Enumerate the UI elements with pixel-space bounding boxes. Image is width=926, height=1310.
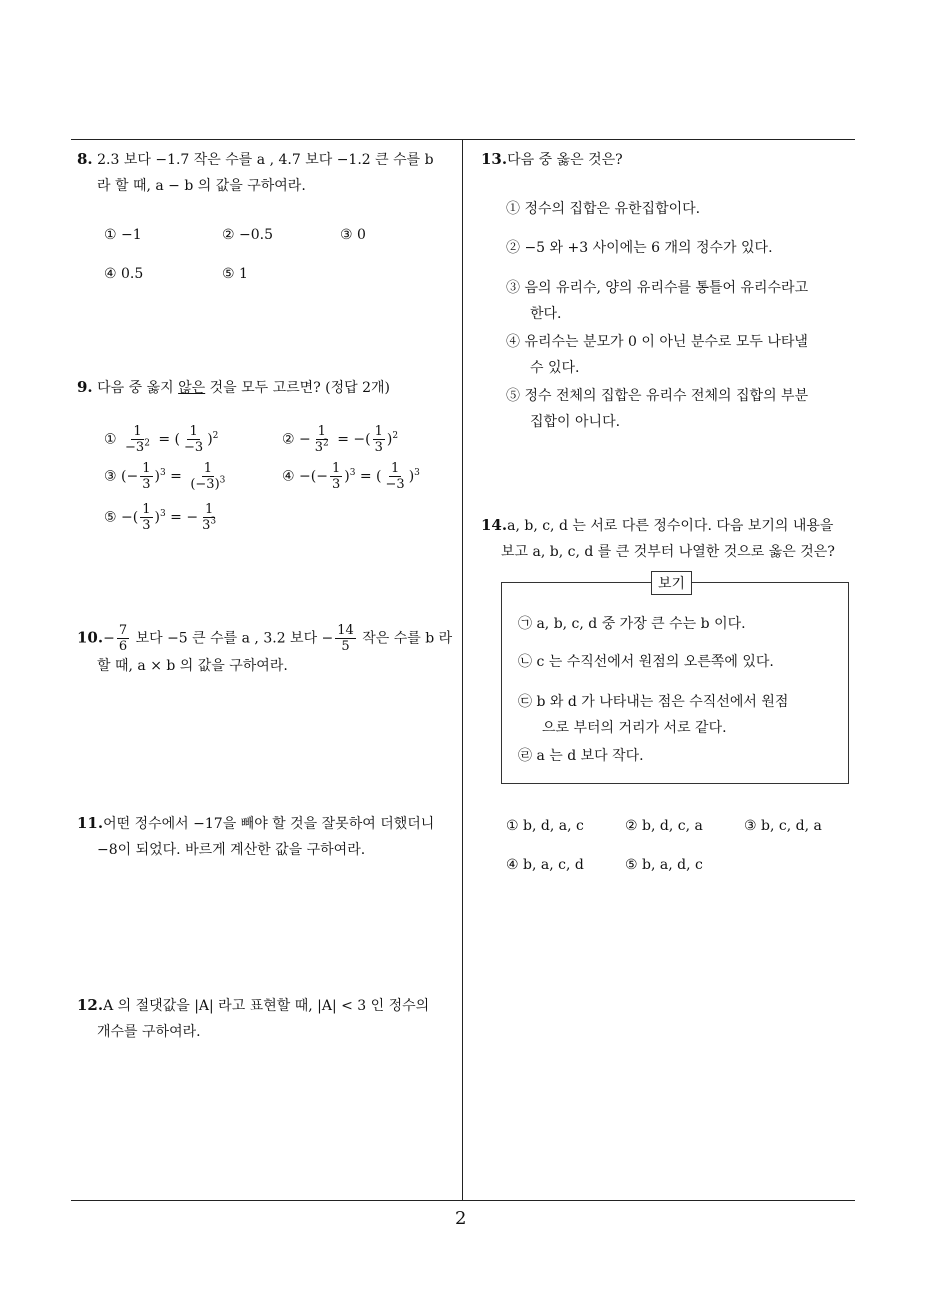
choice-1[interactable]: ① −1 [104,227,142,243]
question-text: 개수를 구하여라. [97,1024,201,1040]
choice-3[interactable]: ③ (− $\frac{1}{3}$ )$^3$ = $\frac{1}{(-3)^3}$ [104,461,226,492]
choice-5[interactable]: ⑤ b, a, d, c [625,857,703,873]
choice-4[interactable]: ④ 0.5 [104,266,144,282]
question-number: 14. [481,516,508,534]
question-number: 12. [77,996,104,1014]
box-item: ㉢ b 와 d 가 나타내는 점은 수직선에서 원점 으로 부터의 거리가 서로 같다. [518,694,789,736]
question-text: 다음 중 옳은 것은? [507,152,623,168]
question-number: 9. [77,378,93,396]
choice-3[interactable]: ③ 음의 유리수, 양의 유리수를 통틀어 유리수라고 한다. [506,280,809,322]
box-item: ㉠ a, b, c, d 중 가장 큰 수는 b 이다. [518,616,746,632]
choice-5[interactable]: ⑤ 정수 전체의 집합은 유리수 전체의 집합의 부분 집합이 아니다. [506,388,809,430]
question-number: 11. [77,814,104,832]
choice-4[interactable]: ④ 유리수는 분모가 0 이 아닌 분수로 모두 나타낼 수 있다. [506,334,808,376]
question-text: −8이 되었다. 바르게 계산한 값을 구하여라. [97,842,366,858]
choice-5[interactable]: ⑤ 1 [222,266,248,282]
choice-4[interactable]: ④ b, a, c, d [506,857,584,873]
question-number: 13. [481,150,508,168]
choice-5[interactable]: ⑤ −( $\frac{1}{3}$ )$^3$ = − $\frac{1}{3^3}$ [104,502,217,533]
choice-3[interactable]: ③ 0 [340,227,366,243]
page-number: 2 [455,1208,467,1229]
question-9 [77,374,457,401]
choice-2[interactable]: ② −0.5 [222,227,273,243]
question-text: 보고 a, b, c, d 를 큰 것부터 나열한 것으로 옳은 것은? [501,544,835,560]
example-box-title: 보기 [651,571,692,595]
choice-4[interactable]: ④ −(− $\frac{1}{3}$ )$^3$ = ( $\frac{1}{-3}$ )$^3$ [282,461,420,492]
box-item: ㉡ c 는 수직선에서 원점의 오른쪽에 있다. [518,654,774,670]
question-text: a, b, c, d 는 서로 다른 정수이다. 다음 보기의 내용을 [507,518,834,534]
question-text: 다음 중 옳지 [97,380,179,396]
choice-2[interactable]: ② b, d, c, a [625,818,703,834]
question-text: 2.3 보다 −1.7 작은 수를 a , 4.7 보다 −1.2 큰 수를 b [97,152,434,168]
question-text: A 의 절댓값을 |A| 라고 표현할 때, |A| < 3 인 정수의 [103,998,430,1014]
question-number: 8. [77,150,93,168]
top-rule [71,139,855,140]
column-divider [462,139,463,1201]
bottom-rule [71,1200,855,1201]
choice-1[interactable]: ① 정수의 집합은 유한집합이다. [506,201,701,217]
question-text-underlined: 않은 [178,380,206,396]
box-item: ㉣ a 는 d 보다 작다. [518,748,644,764]
choice-2[interactable]: ② − $\frac{1}{3^2}$ = −( $\frac{1}{3}$ )$^2$ [282,424,399,455]
question-11 [77,810,462,863]
choice-3[interactable]: ③ b, c, d, a [744,818,822,834]
choice-1[interactable]: ① $\frac{1}{-3^2}$ = ( $\frac{1}{-3}$ )$^2$ [104,424,219,455]
question-12 [77,992,462,1045]
question-number: 10. [77,628,104,647]
choice-2[interactable]: ② −5 와 +3 사이에는 6 개의 정수가 있다. [506,240,773,256]
question-text: 것을 모두 고르면? (정답 2개) [205,380,390,396]
question-text: 라 할 때, a − b 의 값을 구하여라. [97,178,306,194]
question-13 [481,146,851,173]
question-8 [77,146,457,199]
question-10: 10.− $\frac{7}{6}$ 보다 −5 큰 수를 a , 3.2 보다 − $\frac{14}{5}$ 작은 수를 b 라 할 때, a × b 의 값을 구하여라. [77,623,453,674]
question-14 [481,512,861,565]
question-text: 어떤 정수에서 −17을 빼야 할 것을 잘못하여 더했더니 [103,816,435,832]
question-text: 할 때, a × b 의 값을 구하여라. [97,658,288,674]
choice-1[interactable]: ① b, d, a, c [506,818,584,834]
